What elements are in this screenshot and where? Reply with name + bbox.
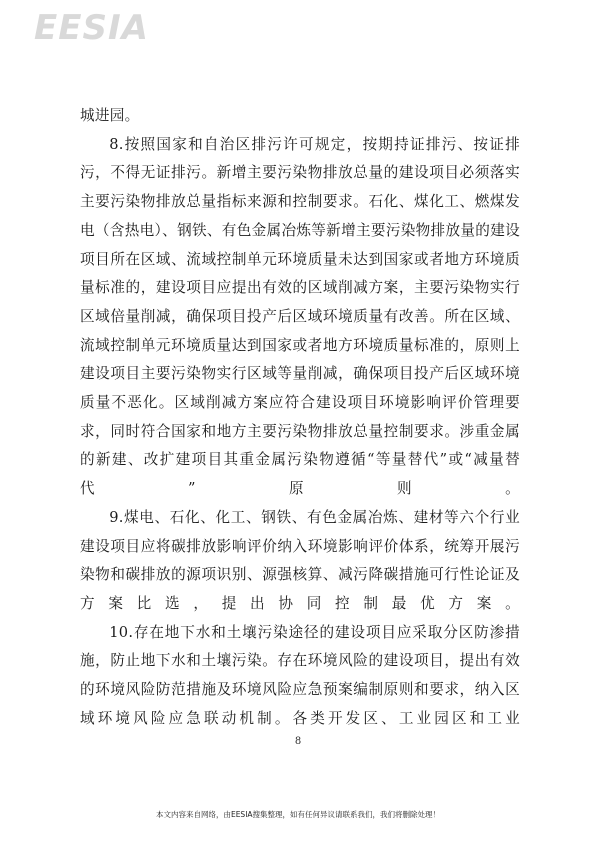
footer-notice: 本文内容来自网络，由EESIA搜集整理，如有任何异议请联系我们，我们将删除处理！: [155, 810, 441, 819]
eesia-watermark-logo: EESIA: [34, 8, 149, 48]
document-body: [80, 102, 520, 733]
paragraph-continuation: 城进园。: [80, 107, 140, 124]
paragraph-item-9: 9.煤电、石化、化工、钢铁、有色金属冶炼、建材等六个行业建设项目应将碳排放影响评价纳入环境影响评价体系，统筹开展污染物和碳排放的源项识别、源强核算、减污降碳措施可行性论证及方案比选，提出协同控制最优方案。: [80, 508, 520, 612]
page-number: 8: [294, 736, 302, 747]
paragraph-item-8: 8.按照国家和自治区排污许可规定，按期持证排污、按证排污，不得无证排污。新增主要污染物排放总量的建设项目必须落实主要污染物排放总量指标来源和控制要求。石化、煤化工、燃煤发电（含热电）、钢铁、有色金属冶炼等新增主要污染物排放量的建设项目所在区域、流域控制单元环境质量未达到国家或者地方环境质量标准的，建设项目应提出有效的区域削减方案，主要污染物实行区域倍量削减，确保项目投产后区域环境质量有改善。所在区域、流域控制单元环境质量达到国家或者地方环境质量标准的，原则上建设项目主要污染物实行区域等量削减，确保项目投产后区域环境质量不恶化。区域削减方案应符合建设项目环境影响评价管理要求，同时符合国家和地方主要污染物排放总量控制要求。涉重金属的新建、改扩建项目其重金属污染物遵循“等量替代”或“减量替代”原则。: [80, 135, 520, 498]
paragraph-item-10: 10.存在地下水和土壤污染途径的建设项目应采取分区防渗措施，防止地下水和土壤污染。存在环境风险的建设项目，提出有效的环境风险防范措施及环境风险应急预案编制原则和要求，纳入区域环境风险应急联动机制。各类开发区、工业园区和工业: [80, 623, 520, 727]
